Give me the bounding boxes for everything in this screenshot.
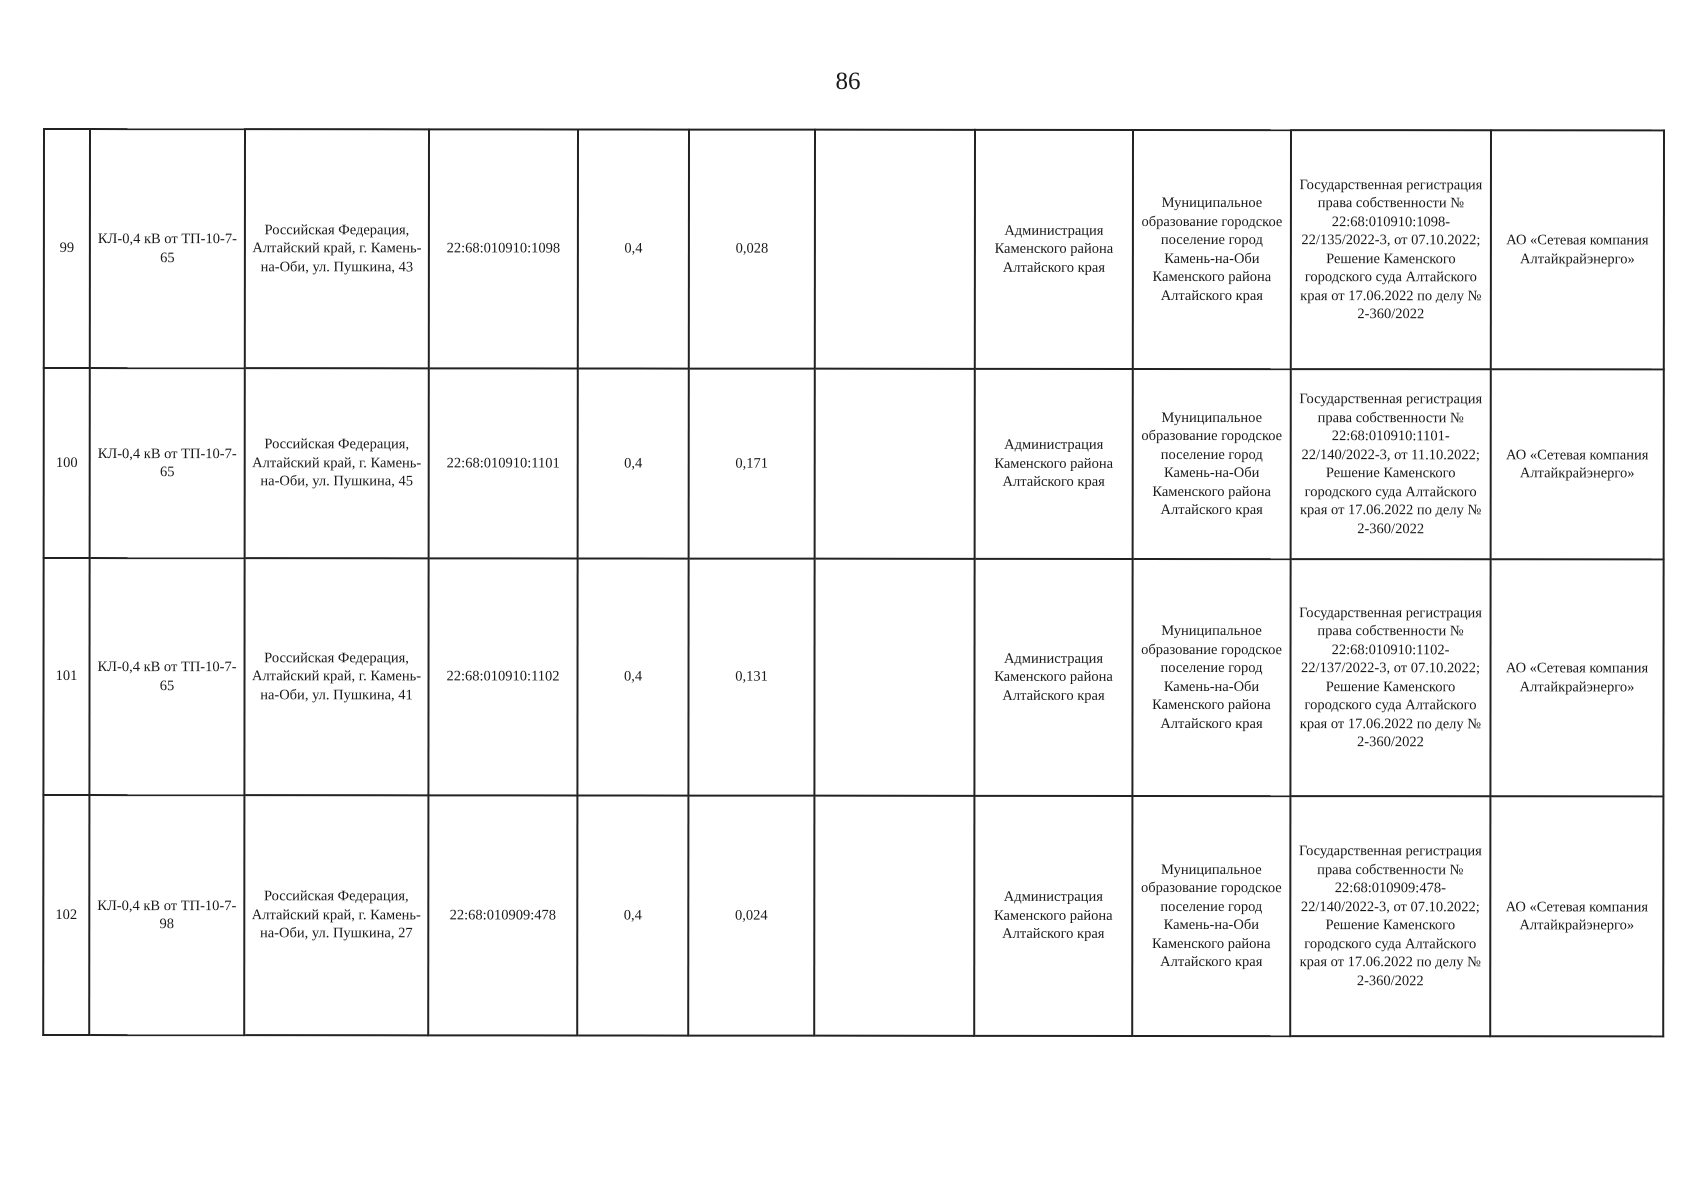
registration-cell: Государственная регистрация права собственности № 22:68:010909:478-22/140/2022-3, от 07.10.2022; Решение Каменского городского суда Алтайского края от 17.06.2022 по делу № 2-360/2022 [1290,796,1490,1036]
line-name-cell: КЛ-0,4 кВ от ТП-10-7-98 [89,795,244,1035]
registration-cell: Государственная регистрация права собственности № 22:68:010910:1102-22/137/2022-3, от 07.10.2022; Решение Каменского городского суда Алтайского края от 17.06.2022 по делу № 2-360/2022 [1290,559,1490,796]
length-cell: 0,171 [689,369,815,559]
address-cell: Российская Федерация, Алтайский край, г. Камень-на-Оби, ул. Пушкина, 27 [244,795,428,1035]
empty-cell [814,559,974,796]
address-cell: Российская Федерация, Алтайский край, г. Камень-на-Оби, ул. Пушкина, 43 [245,129,429,368]
length-cell: 0,024 [688,796,814,1036]
cadastral-number-cell: 22:68:010910:1098 [429,129,578,368]
municipality-cell: Муниципальное образование городское поселение город Камень-на-Оби Каменского района Алтайского края [1132,559,1290,796]
municipality-cell: Муниципальное образование городское поселение город Камень-на-Оби Каменского района Алтайского края [1132,796,1290,1036]
line-name-cell: КЛ-0,4 кВ от ТП-10-7-65 [89,558,244,795]
table-row [43,795,1663,1036]
row-number-cell: 102 [43,795,89,1035]
voltage-cell: 0,4 [578,368,689,558]
municipality-cell: Муниципальное образование городское поселение город Камень-на-Оби Каменского района Алтайского края [1133,130,1291,369]
registry-table [42,128,1665,1037]
address-cell: Российская Федерация, Алтайский край, г. Камень-на-Оби, ул. Пушкина, 41 [244,558,428,795]
length-cell: 0,028 [689,130,815,369]
administration-cell: Администрация Каменского района Алтайского края [975,130,1133,369]
voltage-cell: 0,4 [577,795,688,1035]
length-cell: 0,131 [688,559,814,796]
municipality-cell: Муниципальное образование городское поселение город Камень-на-Оби Каменского района Алтайского края [1133,369,1291,559]
address-cell: Российская Федерация, Алтайский край, г. Камень-на-Оби, ул. Пушкина, 45 [245,368,429,558]
voltage-cell: 0,4 [577,558,688,795]
empty-cell [814,796,974,1036]
row-number-cell: 101 [43,558,89,795]
company-cell: АО «Сетевая компания Алтайкрайэнерго» [1491,130,1664,369]
administration-cell: Администрация Каменского района Алтайского края [975,369,1133,559]
registration-cell: Государственная регистрация права собственности № 22:68:010910:1098-22/135/2022-3, от 07.10.2022; Решение Каменского городского суда Алтайского края от 17.06.2022 по делу № 2-360/2022 [1291,130,1491,369]
cadastral-number-cell: 22:68:010909:478 [428,795,577,1035]
company-cell: АО «Сетевая компания Алтайкрайэнерго» [1490,796,1663,1036]
registration-cell: Государственная регистрация права собственности № 22:68:010910:1101-22/140/2022-3, от 11.10.2022; Решение Каменского городского суда Алтайского края от 17.06.2022 по делу № 2-360/2022 [1291,369,1491,559]
cadastral-number-cell: 22:68:010910:1101 [429,368,578,558]
administration-cell: Администрация Каменского района Алтайского края [974,796,1132,1036]
voltage-cell: 0,4 [578,129,689,368]
table-row [44,368,1664,559]
page-number: 86 [835,68,861,95]
cadastral-number-cell: 22:68:010910:1102 [428,558,577,795]
table-row [44,129,1664,369]
company-cell: АО «Сетевая компания Алтайкрайэнерго» [1490,559,1663,796]
empty-cell [815,130,975,369]
company-cell: АО «Сетевая компания Алтайкрайэнерго» [1491,369,1664,559]
line-name-cell: КЛ-0,4 кВ от ТП-10-7-65 [90,368,245,558]
row-number-cell: 99 [44,129,90,368]
line-name-cell: КЛ-0,4 кВ от ТП-10-7-65 [90,129,245,368]
row-number-cell: 100 [44,368,90,558]
empty-cell [815,369,975,559]
administration-cell: Администрация Каменского района Алтайского края [974,559,1132,796]
table-row [43,558,1663,796]
